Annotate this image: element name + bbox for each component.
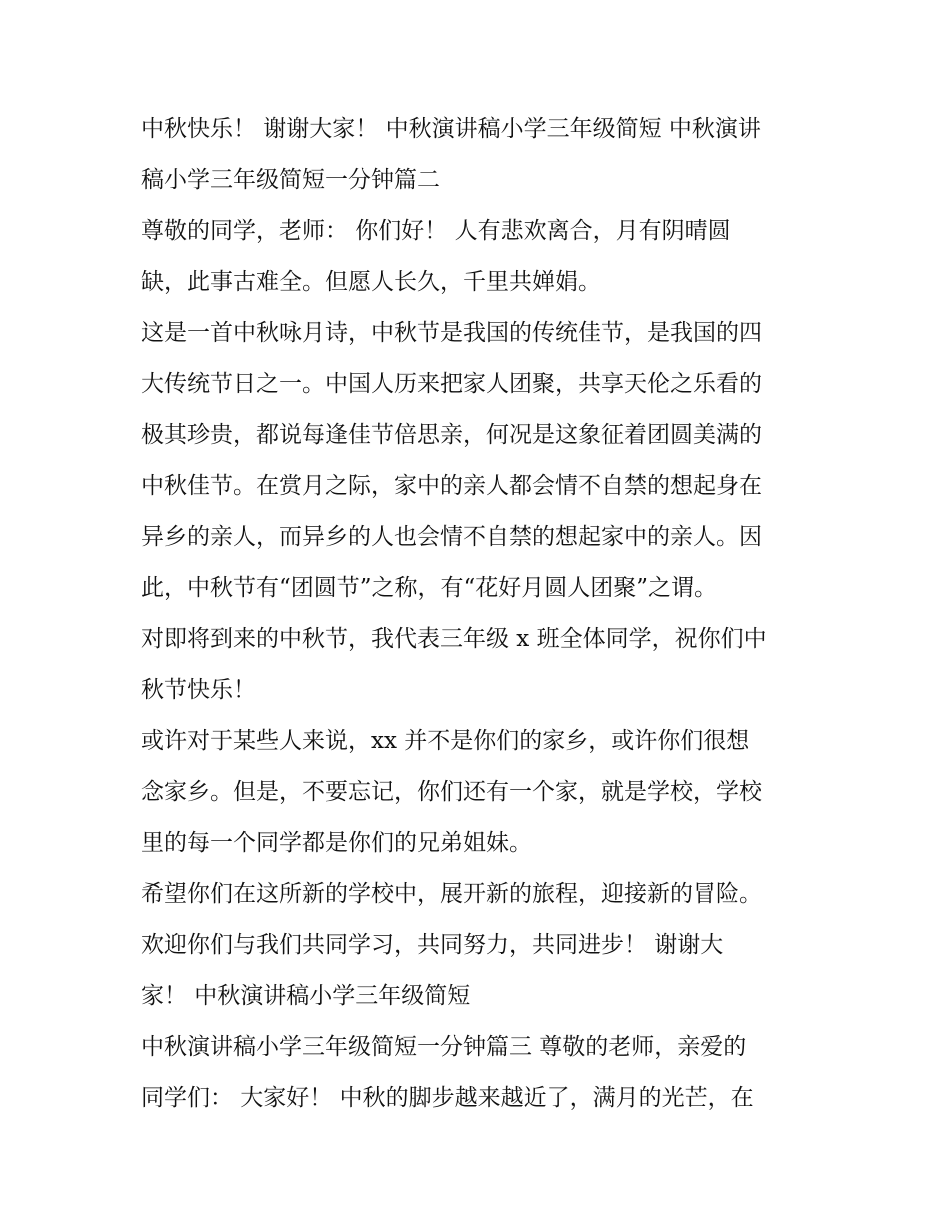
text-line: 对即将到来的中秋节，我代表三年级 x 班全体同学，祝你们中	[141, 626, 767, 652]
text-line: 此，中秋节有“团圆节”之称，有“花好月圆人团聚”之谓。	[141, 575, 718, 601]
text-line: 缺，此事古难全。但愿人长久，千里共婵娟。	[141, 269, 601, 295]
text-line: 中秋佳节。在赏月之际，家中的亲人都会情不自禁的想起身在	[141, 473, 762, 499]
text-line: 中秋演讲稿小学三年级简短一分钟篇三 尊敬的老师，亲爱的	[141, 1034, 747, 1060]
text-line: 或许对于某些人来说，xx 并不是你们的家乡，或许你们很想	[141, 728, 750, 754]
text-line: 异乡的亲人，而异乡的人也会情不自禁的想起家中的亲人。因	[141, 524, 762, 550]
text-line: 希望你们在这所新的学校中，展开新的旅程，迎接新的冒险。	[141, 881, 762, 907]
text-line: 欢迎你们与我们共同学习，共同努力，共同进步！ 谢谢大	[141, 932, 724, 958]
text-line: 里的每一个同学都是你们的兄弟姐妹。	[141, 830, 532, 856]
text-line: 大传统节日之一。中国人历来把家人团聚，共享天伦之乐看的	[141, 371, 762, 397]
text-line: 秋节快乐！	[141, 677, 256, 703]
text-line: 稿小学三年级简短一分钟篇二	[141, 167, 440, 193]
text-line: 念家乡。但是，不要忘记，你们还有一个家，就是学校，学校	[141, 779, 762, 805]
text-line: 同学们： 大家好！ 中秋的脚步越来越近了，满月的光芒，在	[141, 1085, 754, 1111]
text-line: 极其珍贵，都说每逢佳节倍思亲，何况是这象征着团圆美满的	[141, 422, 762, 448]
text-line: 家！ 中秋演讲稿小学三年级简短	[141, 983, 471, 1009]
document-body	[141, 104, 821, 1124]
text-line: 尊敬的同学，老师： 你们好！ 人有悲欢离合，月有阴晴圆	[141, 218, 731, 244]
text-line: 这是一首中秋咏月诗，中秋节是我国的传统佳节，是我国的四	[141, 320, 762, 346]
text-line: 中秋快乐！ 谢谢大家！ 中秋演讲稿小学三年级简短 中秋演讲	[141, 116, 761, 142]
